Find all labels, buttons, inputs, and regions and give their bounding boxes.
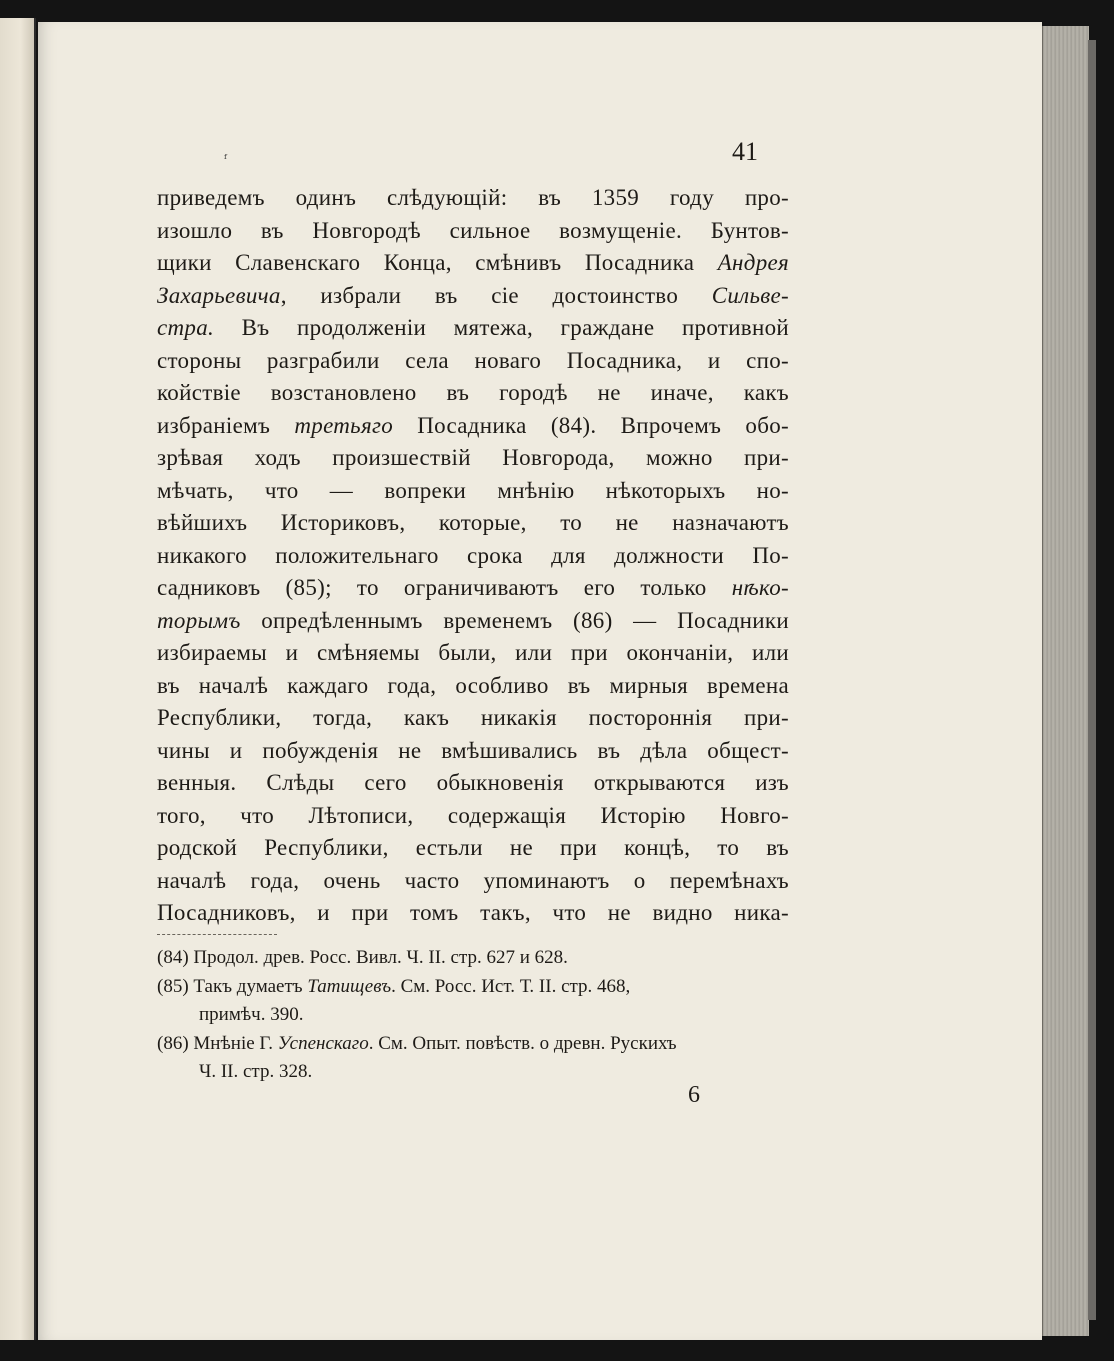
- text-line: венныя. Слѣды сего обыкновенія открываются изъ: [157, 770, 789, 795]
- footnote-85: (85) Такъ думаетъ Татищевъ. См. Росс. Ист. Т. II. стр. 468,: [157, 975, 631, 997]
- text-line: зрѣвая ходъ произшествій Новгорода, можно при-: [157, 445, 789, 470]
- footnotes: [157, 944, 797, 1087]
- text-line: въ началѣ каждаго года, особливо въ мирныя времена: [157, 672, 789, 698]
- page-number: 41: [732, 137, 758, 166]
- text-line: избираемы и смѣняемы были, или при окончаніи, или: [157, 640, 789, 665]
- text-line: никакого положительнаго срока для должности По-: [157, 542, 789, 568]
- text-line: Захарьевича, избрали въ сіе достоинство Сильве-: [157, 282, 789, 308]
- footnote-86: (86) Мнѣніе Г. Успенскаго. См. Опыт. повѣств. о древн. Рускихъ: [157, 1032, 677, 1054]
- text-line: избраніемъ третьяго Посадника (84). Впрочемъ обо-: [157, 412, 789, 438]
- left-page-edge: [0, 18, 36, 1340]
- text-line: вѣйшихъ Историковъ, которые, то не назначаютъ: [157, 510, 789, 535]
- footnote-84: (84) Продол. древ. Росс. Вивл. Ч. II. стр. 627 и 628.: [157, 947, 568, 968]
- text-line: щики Славенскаго Конца, смѣнивъ Посадника Андрея: [157, 250, 789, 275]
- footnote-85-continued: примѣч. 390.: [199, 1004, 304, 1025]
- text-line: торымъ опредѣленнымъ временемъ (86) — Посадники: [157, 607, 789, 633]
- text-line: того, что Лѣтописи, содержащія Исторію Новго-: [157, 802, 789, 828]
- text-line: мѣчать, что — вопреки мнѣнію нѣкоторыхъ но-: [157, 477, 789, 503]
- text-line: началѣ года, очень часто упоминаютъ о перемѣнахъ: [157, 867, 789, 893]
- text-line: садниковъ (85); то ограничиваютъ его только нѣко-: [157, 575, 789, 600]
- text-line: койствіе возстановлено въ городѣ не иначе, какъ: [157, 380, 789, 405]
- text-line: Посадниковъ, и при томъ такъ, что не видно ника-: [157, 900, 789, 925]
- text-line: чины и побужденія не вмѣшивались въ дѣла общест-: [157, 737, 789, 763]
- text-line: родской Республики, естьли не при концѣ, то въ: [157, 835, 789, 860]
- footnote-86-continued: Ч. II. стр. 328.: [199, 1061, 313, 1082]
- page-stack-edge: [1042, 26, 1089, 1336]
- body-text: [157, 182, 789, 930]
- text-line: стра. Въ продолженіи мятежа, граждане противной: [157, 315, 789, 340]
- text-line: приведемъ одинъ слѣдующій: въ 1359 году про-: [157, 185, 789, 210]
- signature-mark: 6: [688, 1082, 700, 1108]
- text-line: изошло въ Новгородѣ сильное возмущеніе. Бунтов-: [157, 217, 789, 243]
- printer-mark: ᶠ: [224, 152, 227, 166]
- text-line: Республики, тогда, какъ никакія постороннія при-: [157, 705, 789, 730]
- book-cover-edge: [1088, 40, 1096, 1320]
- text-line: стороны разграбили села новаго Посадника, и спо-: [157, 347, 789, 373]
- footnote-divider: [157, 934, 277, 935]
